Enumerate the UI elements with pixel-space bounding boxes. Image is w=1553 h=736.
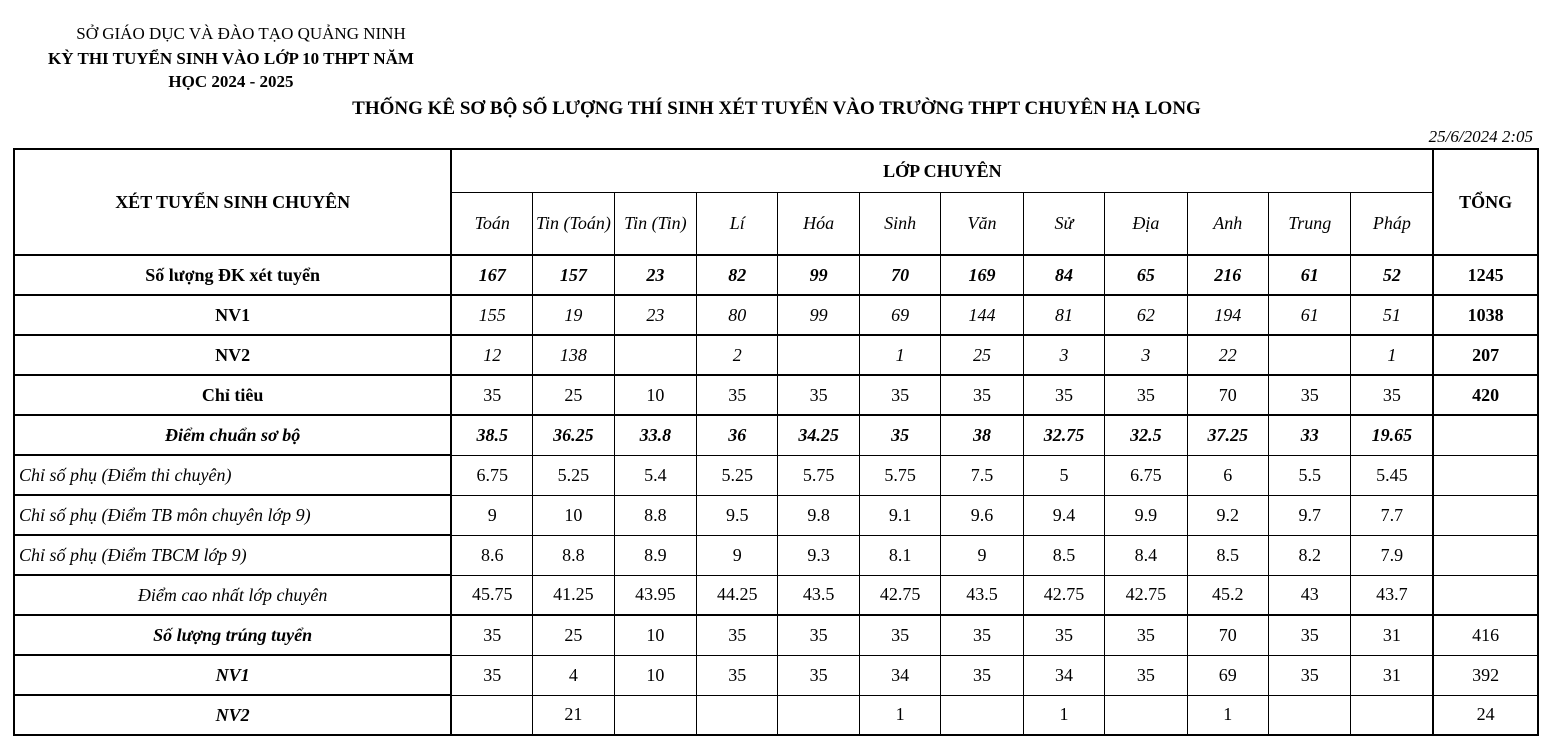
total-cell: 416 [1433,615,1538,655]
subject-header: Pháp [1351,193,1433,256]
table-cell: 9.8 [778,495,859,535]
table-cell: 70 [859,255,940,295]
total-cell [1433,535,1538,575]
table-cell: 35 [941,655,1023,695]
table-cell: 34 [1023,655,1104,695]
table-cell: 6 [1187,455,1268,495]
table-cell: 70 [1187,375,1268,415]
table-cell: 52 [1351,255,1433,295]
table-cell: 167 [451,255,532,295]
total-cell: 420 [1433,375,1538,415]
admission-stats-table [13,148,1539,736]
table-cell: 10 [614,375,696,415]
subject-header: Tin (Toán) [533,193,614,256]
row-label: Chỉ số phụ (Điểm TBCM lớp 9) [14,535,451,575]
table-cell: 169 [941,255,1023,295]
table-cell: 8.9 [614,535,696,575]
table-cell [1351,695,1433,735]
table-cell: 1 [859,335,940,375]
table-cell: 70 [1187,615,1268,655]
table-cell: 81 [1023,295,1104,335]
table-cell: 43.5 [778,575,859,615]
table-row [14,295,1538,335]
table-cell: 10 [614,615,696,655]
table-cell: 9.6 [941,495,1023,535]
table-cell [1105,695,1187,735]
table-cell: 38.5 [451,415,532,455]
table-row [14,455,1538,495]
row-label: Điểm chuẩn sơ bộ [14,415,451,455]
row-label: NV1 [14,295,451,335]
row-label: Số lượng trúng tuyển [14,615,451,655]
table-cell: 43.7 [1351,575,1433,615]
table-cell: 35 [1351,375,1433,415]
table-cell: 138 [533,335,614,375]
table-cell: 23 [614,255,696,295]
table-cell: 157 [533,255,614,295]
table-cell: 35 [1023,375,1104,415]
table-cell: 84 [1023,255,1104,295]
total-cell: 1245 [1433,255,1538,295]
table-cell: 41.25 [533,575,614,615]
table-cell [1269,695,1351,735]
subject-header: Anh [1187,193,1268,256]
table-cell: 19.65 [1351,415,1433,455]
total-cell [1433,575,1538,615]
table-cell: 35 [859,415,940,455]
table-cell: 9.1 [859,495,940,535]
table-cell: 35 [859,615,940,655]
exam-title-line-1: KỲ THI TUYỂN SINH VÀO LỚP 10 THPT NĂM [48,49,414,68]
table-cell: 44.25 [697,575,778,615]
table-cell: 9 [941,535,1023,575]
table-cell: 5.45 [1351,455,1433,495]
department-name: SỞ GIÁO DỤC VÀ ĐÀO TẠO QUẢNG NINH [76,24,406,43]
table-cell: 8.8 [614,495,696,535]
row-label: Chỉ số phụ (Điểm TB môn chuyên lớp 9) [14,495,451,535]
subject-header: Địa [1105,193,1187,256]
table-cell: 9 [697,535,778,575]
table-cell: 65 [1105,255,1187,295]
table-cell [697,695,778,735]
table-cell: 194 [1187,295,1268,335]
table-cell: 35 [859,375,940,415]
table-cell: 8.5 [1023,535,1104,575]
table-cell: 51 [1351,295,1433,335]
table-cell: 35 [941,375,1023,415]
table-cell: 6.75 [1105,455,1187,495]
table-cell: 35 [941,615,1023,655]
table-cell: 155 [451,295,532,335]
table-cell: 10 [614,655,696,695]
table-cell: 8.1 [859,535,940,575]
table-cell [614,335,696,375]
table-cell: 80 [697,295,778,335]
table-cell: 8.8 [533,535,614,575]
row-label: NV2 [14,695,451,735]
table-cell: 8.2 [1269,535,1351,575]
table-cell: 1 [1187,695,1268,735]
table-row [14,335,1538,375]
table-cell [941,695,1023,735]
table-cell: 35 [697,375,778,415]
table-cell: 3 [1023,335,1104,375]
table-row [14,415,1538,455]
table-cell: 35 [451,615,532,655]
table-cell: 43.95 [614,575,696,615]
table-cell: 99 [778,295,859,335]
table-cell: 5.4 [614,455,696,495]
table-cell: 6.75 [451,455,532,495]
table-cell [451,695,532,735]
total-cell [1433,415,1538,455]
table-cell [778,695,859,735]
table-cell: 69 [1187,655,1268,695]
table-cell: 32.75 [1023,415,1104,455]
subject-header: Toán [451,193,532,256]
table-cell: 35 [451,655,532,695]
table-cell: 9.9 [1105,495,1187,535]
table-cell: 5.25 [533,455,614,495]
table-cell: 33.8 [614,415,696,455]
row-label: Điểm cao nhất lớp chuyên [14,575,451,615]
table-cell: 35 [697,615,778,655]
total-cell [1433,495,1538,535]
table-cell: 36.25 [533,415,614,455]
row-label: Chỉ tiêu [14,375,451,415]
table-cell: 35 [1105,375,1187,415]
table-row [14,255,1538,295]
table-cell: 7.5 [941,455,1023,495]
subject-header: Sinh [859,193,940,256]
subject-header: Tin (Tin) [614,193,696,256]
table-cell: 31 [1351,655,1433,695]
table-cell: 45.2 [1187,575,1268,615]
table-cell: 34.25 [778,415,859,455]
table-cell: 19 [533,295,614,335]
table-cell: 35 [1105,615,1187,655]
table-cell [778,335,859,375]
table-cell: 2 [697,335,778,375]
table-row [14,375,1538,415]
table-cell: 8.4 [1105,535,1187,575]
table-cell: 23 [614,295,696,335]
table-cell: 12 [451,335,532,375]
total-cell: 392 [1433,655,1538,695]
total-header: TỔNG [1433,149,1538,255]
subject-header: Hóa [778,193,859,256]
table-cell: 42.75 [859,575,940,615]
table-cell: 35 [1023,615,1104,655]
table-cell: 35 [778,615,859,655]
table-cell [614,695,696,735]
table-cell: 4 [533,655,614,695]
table-cell: 1 [859,695,940,735]
document-title: THỐNG KÊ SƠ BỘ SỐ LƯỢNG THÍ SINH XÉT TUYỂN VÀO TRƯỜNG THPT CHUYÊN HẠ LONG [352,98,1201,119]
table-cell: 32.5 [1105,415,1187,455]
row-label: NV1 [14,655,451,695]
table-cell: 35 [697,655,778,695]
subject-header: Văn [941,193,1023,256]
table-cell: 1 [1351,335,1433,375]
table-cell: 9.2 [1187,495,1268,535]
table-cell: 7.9 [1351,535,1433,575]
table-cell [1269,335,1351,375]
table-cell: 216 [1187,255,1268,295]
table-cell: 61 [1269,295,1351,335]
table-cell: 9.4 [1023,495,1104,535]
exam-title-line-2: HỌC 2024 - 2025 [168,72,294,91]
table-cell: 25 [941,335,1023,375]
table-cell: 9.3 [778,535,859,575]
timestamp: 25/6/2024 2:05 [1428,127,1533,146]
table-cell: 8.6 [451,535,532,575]
table-row [14,695,1538,735]
table-cell: 33 [1269,415,1351,455]
table-cell: 36 [697,415,778,455]
table-row [14,615,1538,655]
table-cell: 5.75 [778,455,859,495]
table-row [14,655,1538,695]
subject-header: Sử [1023,193,1104,256]
total-cell: 207 [1433,335,1538,375]
table-cell: 1 [1023,695,1104,735]
table-cell: 22 [1187,335,1268,375]
table-cell: 35 [1269,375,1351,415]
subject-header: Lí [697,193,778,256]
table-cell: 45.75 [451,575,532,615]
table-cell: 25 [533,615,614,655]
total-cell: 24 [1433,695,1538,735]
table-cell: 21 [533,695,614,735]
table-cell: 69 [859,295,940,335]
table-cell: 35 [778,375,859,415]
table-cell: 42.75 [1023,575,1104,615]
table-cell: 35 [1269,655,1351,695]
table-cell: 34 [859,655,940,695]
table-cell: 35 [778,655,859,695]
table-cell: 38 [941,415,1023,455]
table-cell: 144 [941,295,1023,335]
group-header: LỚP CHUYÊN [451,149,1433,193]
table-cell: 37.25 [1187,415,1268,455]
table-cell: 61 [1269,255,1351,295]
table-cell: 5.75 [859,455,940,495]
table-cell: 99 [778,255,859,295]
table-cell: 5 [1023,455,1104,495]
table-cell: 62 [1105,295,1187,335]
table-cell: 9.7 [1269,495,1351,535]
table-row [14,575,1538,615]
table-cell: 8.5 [1187,535,1268,575]
table-cell: 25 [533,375,614,415]
table-cell: 35 [1105,655,1187,695]
table-row [14,495,1538,535]
total-cell: 1038 [1433,295,1538,335]
table-cell: 5.25 [697,455,778,495]
table-cell: 35 [1269,615,1351,655]
row-label: Chỉ số phụ (Điểm thi chuyên) [14,455,451,495]
subject-header: Trung [1269,193,1351,256]
table-cell: 5.5 [1269,455,1351,495]
table-cell: 10 [533,495,614,535]
table-cell: 82 [697,255,778,295]
table-cell: 42.75 [1105,575,1187,615]
table-cell: 3 [1105,335,1187,375]
table-cell: 9.5 [697,495,778,535]
row-label: NV2 [14,335,451,375]
table-cell: 31 [1351,615,1433,655]
row-label: Số lượng ĐK xét tuyển [14,255,451,295]
table-cell: 9 [451,495,532,535]
table-cell: 35 [451,375,532,415]
table-cell: 7.7 [1351,495,1433,535]
table-cell: 43.5 [941,575,1023,615]
table-row [14,535,1538,575]
total-cell [1433,455,1538,495]
corner-header: XÉT TUYỂN SINH CHUYÊN [14,149,451,255]
table-cell: 43 [1269,575,1351,615]
